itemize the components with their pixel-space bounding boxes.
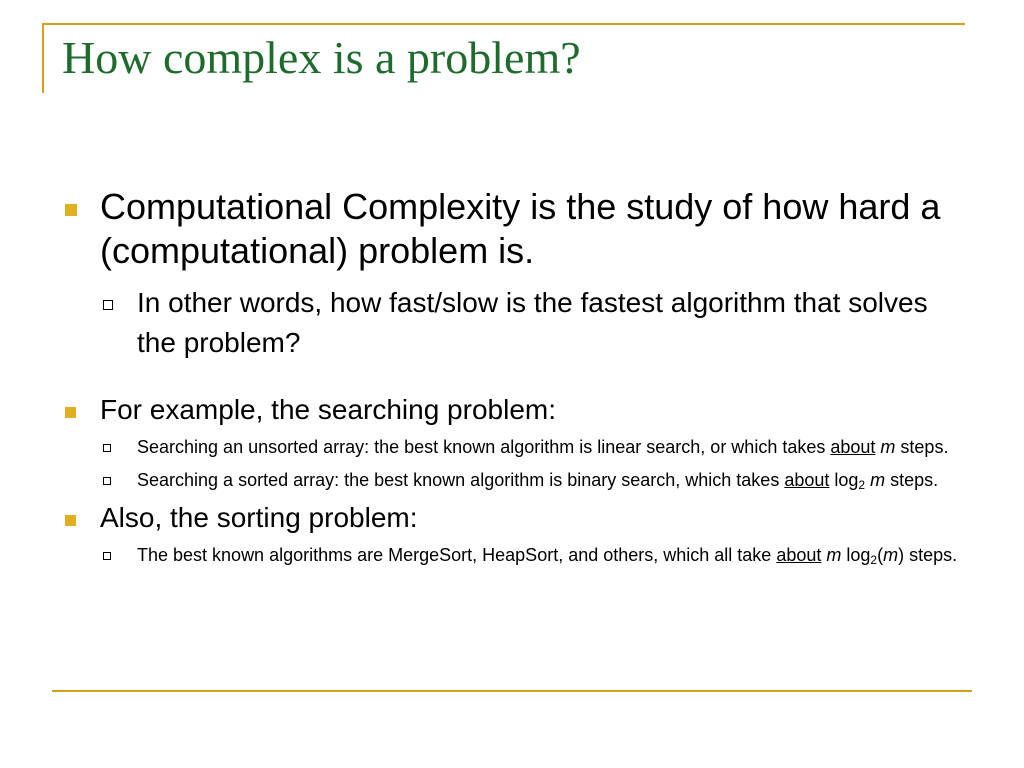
bullet-2-text: For example, the searching problem: <box>100 394 556 425</box>
log-base: 2 <box>870 553 878 567</box>
hollow-square-bullet-icon <box>103 477 111 485</box>
bullet-1 <box>62 185 967 273</box>
filled-square-bullet-icon <box>65 515 76 526</box>
hollow-square-bullet-icon <box>103 444 111 452</box>
bullet-1-sub-1 <box>100 283 967 363</box>
bullet-2-sub-1-text: Searching an unsorted array: the best known algorithm is linear search, or which takes about m steps. <box>137 437 949 457</box>
bullet-2-sub-2-text: Searching a sorted array: the best known algorithm is binary search, which takes about $\log_2 m$ steps. <box>137 470 939 492</box>
about-underlined: about <box>776 545 822 565</box>
var-m: m <box>880 437 896 457</box>
bullet-3 <box>62 501 967 535</box>
bullet-3-sub-1 <box>100 543 967 568</box>
log-base: 2 <box>858 478 866 492</box>
bullet-1-text: Computational Complexity is the study of how hard a (computational) problem is. <box>100 186 941 271</box>
bullet-1-sub-1-text: In other words, how fast/slow is the fastest algorithm that solves the problem? <box>137 287 928 358</box>
about-underlined: about <box>830 437 876 457</box>
bullet-2 <box>62 393 967 427</box>
hollow-square-bullet-icon <box>103 552 111 560</box>
var-m: m <box>826 545 842 565</box>
bullet-3-text: Also, the sorting problem: <box>100 502 418 533</box>
filled-square-bullet-icon <box>65 407 76 418</box>
slide-title: How complex is a problem? <box>62 32 581 83</box>
bullet-2-sub-2 <box>100 468 967 493</box>
about-underlined: about <box>784 470 830 490</box>
bullet-2-sub-1 <box>100 435 967 460</box>
frame-left-rule <box>42 23 44 93</box>
var-m: m <box>883 545 899 565</box>
frame-bottom-rule <box>52 690 972 692</box>
bullet-3-sub-1-text: The best known algorithms are MergeSort, HeapSort, and others, which all take about m $\log_2(m)$ steps. <box>137 545 958 567</box>
filled-square-bullet-icon <box>65 204 77 216</box>
frame-top-rule <box>42 23 965 25</box>
hollow-square-bullet-icon <box>103 300 113 310</box>
var-m: m <box>870 470 886 490</box>
slide-body <box>62 185 967 576</box>
